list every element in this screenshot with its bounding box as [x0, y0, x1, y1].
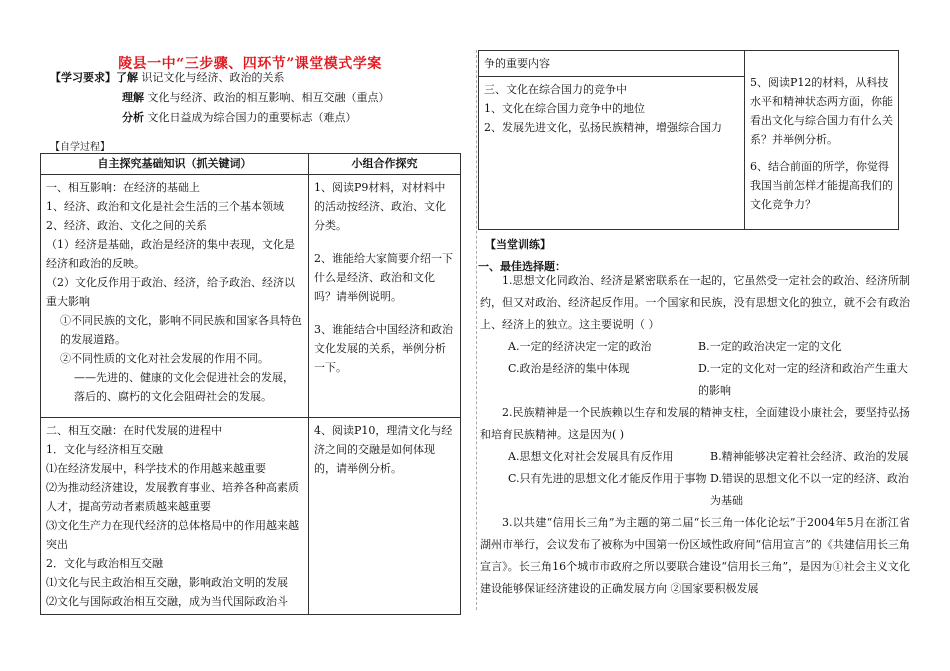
influence-cell	[41, 175, 309, 418]
question-3: 3.以共建“信用长三角”为主题的第二届“长三角一体化论坛”于2004年5月在浙江省湖州市举行，会议发布了被称为中国第一份区域性政府间“信用宣言”的《共建信用长三角宣言》。长三角16个城市市政府之所以要联合建设“信用长三角”，是因为①社会主义文化建设能够保证经济建设的正确发展方向 ②国家要积极发展	[480, 516, 910, 595]
table-row	[479, 51, 899, 77]
req-text-comprehend: 文化与经济、政治的相互影响、相互交融（重点）	[147, 91, 390, 104]
list-item: ①不同民族的文化，影响不同民族和国家各具特色的发展道路。	[60, 314, 302, 346]
list-item: 1、阅读P9材料，对材料中的活动按经济、政治、文化分类。	[314, 181, 446, 232]
option-b: B.一定的政治决定一定的文化	[698, 340, 842, 353]
self-study-label: 【自学过程】	[50, 142, 110, 153]
option-b: B.精神能够决定着社会经济、政治的发展	[710, 450, 909, 463]
list-item: 1、经济、政治和文化是社会生活的三个基本领域	[46, 200, 284, 213]
page-title: 陵县一中“三步骤、四环节”课堂模式学案	[118, 56, 382, 72]
group-question-4-cell	[309, 418, 461, 615]
question-2: 2.民族精神是一个民族赖以生存和发展的精神支柱，全面建设小康社会，要坚持弘扬和培育民族精神。这是因为( )	[480, 406, 910, 441]
column-header-basic: 自主探究基础知识（抓关键词）	[41, 154, 309, 175]
practice-heading: 【当堂训练】	[485, 238, 551, 251]
continuation-text: 争的重要内容	[484, 57, 550, 70]
req-text-analyze: 文化日益成为综合国力的重要标志（难点）	[147, 111, 357, 124]
requirements-heading: 【学习要求】	[50, 71, 116, 84]
list-item: 3、谁能结合中国经济和政治文化发展的关系，举例分析一下。	[314, 323, 453, 374]
list-item: 6、结合前面的所学，你觉得我国当前怎样才能提高我们的文化竞争力？	[750, 160, 893, 211]
option-d: D.错误的思想文化不以一定的经济、政治为基础	[710, 472, 909, 507]
req-key-understand: 了解	[116, 71, 138, 84]
learning-requirements	[50, 68, 390, 128]
study-table	[40, 153, 461, 615]
list-item: ⑵为推动经济建设，发展教育事业、培养各种高素质人才，提高劳动者素质越来越重要	[46, 481, 299, 513]
list-item: 1、文化在综合国力竞争中的地位	[484, 102, 645, 115]
list-item: ——先进的、健康的文化会促进社会的发展，落后的、腐朽的文化会阻碍社会的发展。	[74, 371, 294, 403]
table-row	[41, 175, 461, 418]
list-item: 2、发展先进文化，弘扬民族精神，增强综合国力	[484, 121, 722, 134]
group-questions-cell	[309, 175, 461, 418]
list-item: 4、阅读P10，理清文化与经济之间的交融是如何体现的，请举例分析。	[314, 424, 453, 475]
list-item: 2．文化与政治相互交融	[46, 557, 163, 570]
list-item: （2）文化反作用于政治、经济，给予政治、经济以重大影响	[46, 276, 295, 308]
page-divider	[476, 50, 477, 610]
req-key-analyze: 分析	[122, 111, 144, 124]
practice-section-title: 一、最佳选择题：	[478, 260, 566, 273]
list-item: 5、阅读P12的材料，从科技水平和精神状态两方面，你能看出文化与综合国力有什么关系？并举例分析。	[750, 76, 893, 146]
list-item: 三、文化在综合国力的竞争中	[484, 83, 627, 96]
list-item: ⑴文化与民主政治相互交融，影响政治文明的发展	[46, 576, 288, 589]
option-d: D.一定的文化对一定的经济和政治产生重大的影响	[698, 362, 908, 397]
list-item: 一、相互影响：在经济的基础上	[46, 181, 200, 194]
list-item: （1）经济是基础，政治是经济的集中表现，文化是经济和政治的反映。	[46, 238, 295, 270]
list-item: ②不同性质的文化对社会发展的作用不同。	[60, 352, 269, 365]
group-questions-cell-2	[745, 51, 899, 230]
fusion-cell	[41, 418, 309, 615]
option-a: A.一定的经济决定一定的政治	[508, 340, 652, 353]
list-item: 1．文化与经济相互交融	[46, 443, 163, 456]
question-2-options-row1	[480, 446, 910, 468]
question-2-options-row2	[480, 468, 910, 512]
list-item: 2、经济、政治、文化之间的关系	[46, 219, 207, 232]
list-item: 二、相互交融：在时代发展的进程中	[46, 424, 222, 437]
practice-questions	[480, 270, 910, 600]
list-item: ⑴在经济发展中，科学技术的作用越来越重要	[46, 462, 266, 475]
req-key-comprehend: 理解	[122, 91, 144, 104]
option-c: C.政治是经济的集中体现	[508, 362, 630, 375]
table-header-row	[41, 154, 461, 175]
question-1-options-row1	[480, 336, 910, 358]
continuation-table	[478, 50, 899, 230]
question-1-options-row2	[480, 358, 910, 402]
option-c: C.只有先进的思想文化才能反作用于事物	[508, 472, 707, 485]
continuation-cell	[479, 51, 745, 77]
strength-cell	[479, 77, 745, 230]
req-text-understand: 识记文化与经济、政治的关系	[141, 71, 285, 84]
table-row	[41, 418, 461, 615]
list-item: ⑵文化与国际政治相互交融，成为当代国际政治斗	[46, 595, 288, 608]
list-item: 2、谁能给大家简要介绍一下什么是经济、政治和文化吗？请举例说明。	[314, 252, 453, 303]
option-a: A.思想文化对社会发展具有反作用	[508, 450, 674, 463]
column-header-group: 小组合作探究	[309, 154, 461, 175]
question-1: 1.思想文化同政治、经济是紧密联系在一起的，它虽然受一定社会的政治、经济所制约，但又对政治、经济起反作用。一个国家和民族，没有思想文化的独立，就不会有政治上、经济上的独立。这主要说明（ ）	[480, 274, 910, 331]
list-item: ⑶文化生产力在现代经济的总体格局中的作用越来越突出	[46, 519, 299, 551]
